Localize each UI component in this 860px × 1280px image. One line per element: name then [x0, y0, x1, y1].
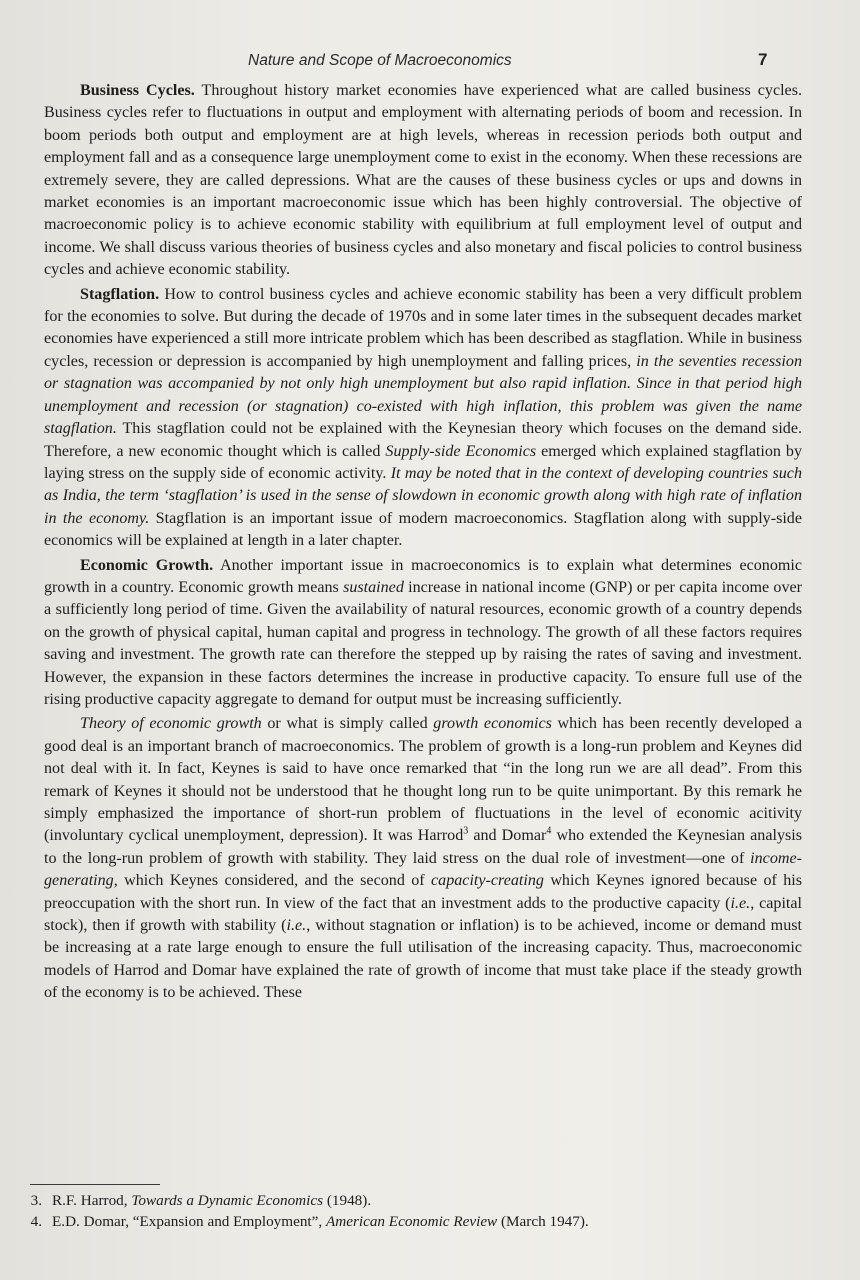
heading-economic-growth: Economic Growth.: [80, 556, 214, 574]
footnote-author: E.D. Domar, “Expansion and Employment”,: [52, 1213, 323, 1230]
running-head: [0, 50, 860, 74]
paragraph-economic-growth: [44, 555, 802, 712]
text-stagflation-2: This stagflation could not be explained with the Keynesian theory which focuses on the demand side. Therefore, a new economic thought which is called: [44, 420, 803, 460]
italic-growth-theory-2: growth economics: [433, 715, 552, 733]
text-growth-theory-1: or what is simply called: [267, 715, 428, 733]
text-economic-growth-1: Another important issue in macroeconomics is to explain what determines economic growth in a country. Economic growth means: [44, 556, 803, 596]
footnote-3: [28, 1190, 788, 1211]
footnote-ref-3: 3: [463, 826, 469, 838]
footnote-divider: [30, 1184, 160, 1185]
paragraph-business-cycles: [44, 80, 802, 282]
text-growth-theory-8: , without stagnation or inflation) is to be achieved, income or demand must be increasing at a rate large enough to ensure the full utilisation of the increasing capacity. Thus, macroeconomic models of Harrod and Domar have explained the rate of growth of income that must take place if the steady growth of the economy is to be achieved. These: [44, 917, 802, 1002]
text-stagflation-3: emerged which explained stagflation by laying stress on the supply side of economic activity.: [44, 442, 803, 482]
italic-stagflation-1: in the seventies recession or stagnation was accompanied by not only high unemployment but also rapid inflation. Since in that period high unemployment and recession (or stagnation) co-existed with high inflation, this problem was given the name stagflation.: [44, 352, 802, 438]
text-growth-theory-7: , capital stock), then if growth with stability (: [44, 894, 802, 935]
footnote-title: American Economic Review: [325, 1213, 498, 1230]
italic-growth-theory-5: i.e.: [730, 894, 751, 912]
footnote-rest: (March 1947).: [500, 1213, 589, 1230]
text-growth-theory-6: which Keynes ignored because of his preoccupation with the short run. In view of the fact that an investment adds to the productive capacity (: [44, 872, 803, 912]
italic-growth-theory-6: i.e.: [286, 917, 307, 935]
italic-stagflation-2: Supply-side Economics: [385, 442, 537, 460]
italic-stagflation-3: It may be noted that in the context of developing countries such as India, the term ‘stagflation’ is used in the sense of slowdown in economic growth along with high rate of inflation in the economy.: [44, 464, 802, 527]
footnotes: [28, 1190, 788, 1232]
footnote-text: [52, 1211, 589, 1232]
paragraph-stagflation: [44, 284, 802, 553]
text-growth-theory-3: and Domar: [473, 827, 547, 845]
heading-stagflation: Stagflation.: [80, 285, 160, 303]
italic-growth-theory-1: Theory of economic growth: [80, 715, 262, 733]
italic-growth-theory-3: income-generating,: [44, 849, 802, 890]
running-title: Nature and Scope of Macroeconomics: [248, 52, 512, 69]
text-growth-theory-5: which Keynes considered, and the second of: [124, 872, 425, 890]
text-growth-theory-2: which has been recently developed a good deal is an important branch of macroeconomics. The problem of growth is a long-run problem and Keynes did not deal with it. In fact, Keynes is said to have once remarked that “in the long run we are all dead”. From this remark of Keynes it should not be understood that he thought long run to be quite unimportant. By this remark he simply emphasized the importance of short-run problem of fluctuations in the level of economic acitivity (involuntary cyclical unemployment, depression). It was Harrod: [44, 715, 803, 845]
text-stagflation-1: How to control business cycles and achieve economic stability has been a very difficult problem for the economies to solve. But during the decade of 1970s and in some later times in the subsequent decades market economies have experienced a still more intricate problem which has been described as stagflation. While in business cycles, recession or depression is accompanied by high unemployment and falling prices,: [44, 285, 802, 370]
heading-business-cycles: Business Cycles.: [80, 82, 195, 99]
footnote-ref-4: 4: [546, 826, 552, 838]
footnote-4: [28, 1211, 788, 1232]
paragraph-growth-theory: [44, 713, 802, 1004]
italic-growth-theory-4: capacity-creating: [431, 872, 544, 890]
body-text: [44, 80, 802, 1007]
footnote-text: [52, 1190, 371, 1211]
footnote-number: 4.: [30, 1213, 42, 1230]
text-stagflation-4: Stagflation is an important issue of modern macroeconomics. Stagflation along with supply-side economics will be explained at length in a later chapter.: [44, 509, 803, 550]
text-economic-growth-2: increase in national income (GNP) or per capita income over a sufficiently long period of time. Given the availability of natural resources, economic growth of a country depends on the growth of physical capital, human capital and progress in technology. The growth of all these factors requires saving and investment. The growth rate can therefore the stepped up by raising the rates of saving and investment. However, the expansion in these factors determines the increase in productive capacity. To ensure full use of the rising productive capacity aggregate to demand for output must be increasing sufficiently.: [44, 578, 802, 708]
footnote-title: Towards a Dynamic Economics: [131, 1192, 324, 1209]
italic-economic-growth-1: sustained: [343, 578, 404, 596]
footnote-number: 3.: [30, 1192, 42, 1209]
text-growth-theory-4: who extended the Keynesian analysis to the long-run problem of growth with stability. They laid stress on the dual role of investment—one of: [44, 827, 803, 867]
footnote-author: R.F. Harrod,: [52, 1192, 128, 1209]
text-business-cycles: Throughout history market economies have experienced what are called business cycles. Business cycles refer to fluctuations in output and employment with alternating periods of boom and recession. In boom periods both output and employment are at high levels, whereas in recession periods both output and employment fall and as a consequence large unemployment come to exist in the economy. When these recessions are extremely severe, they are called depressions. What are the causes of these business cycles or ups and downs in market economies is an important macroeconomic issue which has been highly controversial. The objective of macroeconomic policy is to achieve economic stability with equilibrium at full employment level of output and income. We shall discuss various theories of business cycles and also monetary and fiscal policies to control business cycles and achieve economic stability.: [44, 82, 802, 279]
page-number: 7: [758, 50, 768, 69]
footnote-rest: (1948).: [326, 1192, 372, 1209]
